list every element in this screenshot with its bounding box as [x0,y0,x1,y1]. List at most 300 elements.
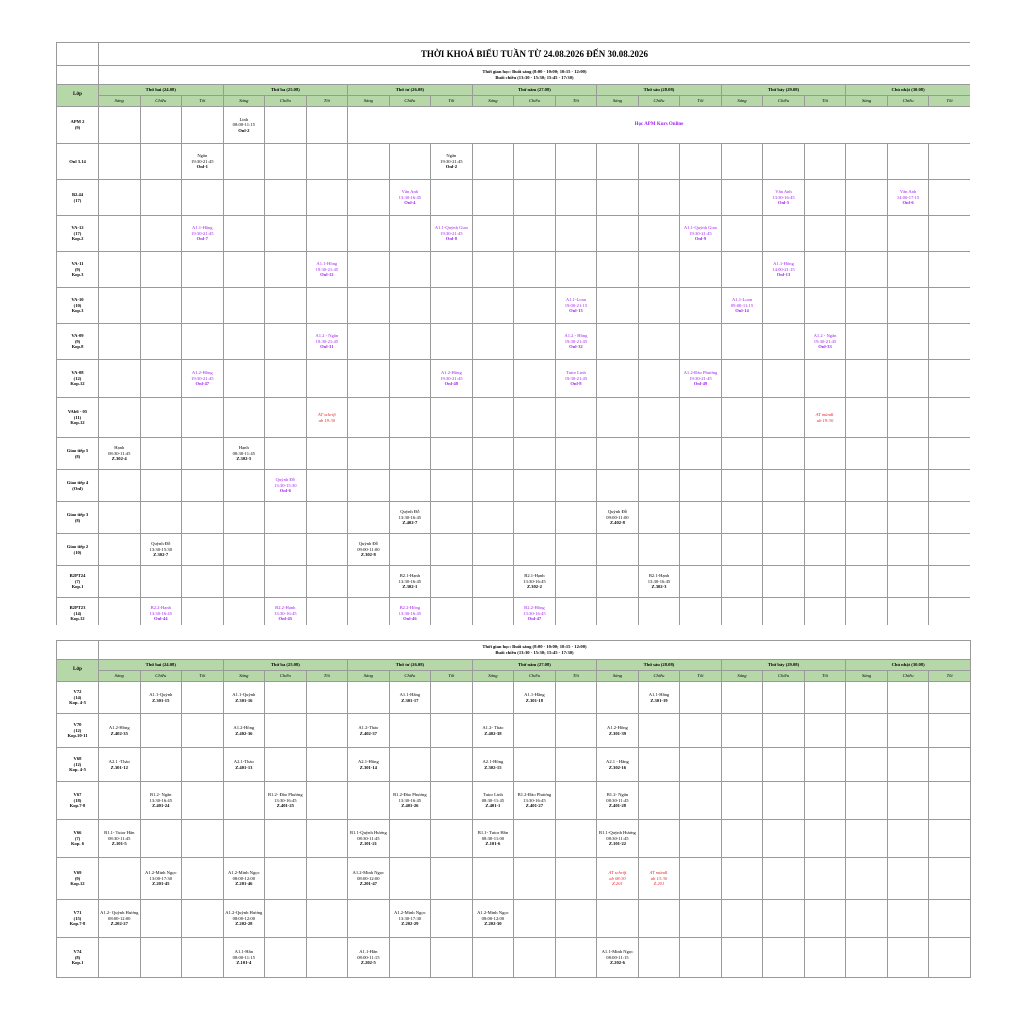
schedule-cell [680,858,722,900]
schedule-cell [472,216,514,252]
lesson-line: A1.2 - Hồng [564,333,588,339]
schedule-cell [265,107,307,144]
time-info-row [57,641,971,660]
lesson-code: Z.301-18 [525,697,544,703]
schedule-cell [306,566,348,598]
schedule-cell [680,900,722,938]
schedule-cell [721,748,763,782]
session-header: Chiều [389,96,431,107]
lesson-line: B2.2-Hồng [524,605,545,611]
lesson-code: Z.301-12 [110,764,128,770]
schedule-cell [389,216,431,252]
schedule-cell [887,252,929,288]
table-row [57,398,971,438]
schedule-cell [555,682,597,714]
lesson-line: 19:30-21:45 [440,375,463,381]
schedule-cell [680,566,722,598]
class-name-line: Kop.3 [71,272,84,278]
session-header: Chiều [638,671,680,682]
schedule-cell [846,438,888,470]
schedule-cell [223,324,265,360]
lesson-line: 08:00-12:00 [232,875,256,881]
lesson-code: Onl-45 [278,616,293,622]
schedule-cell [929,748,971,782]
lesson-line: A1.1-Quỳnh [232,691,256,697]
lesson-line: A1.2 - Ngân [315,333,339,339]
schedule-cell [265,566,307,598]
lesson-cell [638,682,680,714]
schedule-cell [265,748,307,782]
lesson-code: Z.101-22 [608,841,627,847]
lesson-line: 19:30-21:45 [191,158,214,164]
lesson-cell [597,858,639,900]
class-name-line: VA-10 [71,297,84,303]
lesson-cell [389,598,431,626]
table-row [57,782,971,820]
lesson-line: 08:30-11:45 [606,797,629,803]
lesson-line: A1.2- Quỳnh Hương [100,910,139,916]
schedule-cell [597,324,639,360]
class-name-cell [57,938,99,978]
session-header: Tối [306,671,348,682]
class-name-line: Kop.1 [71,584,84,590]
lesson-line: Vân Anh [401,189,419,195]
lesson-code: Z.302-4 [111,456,127,462]
class-name-line: B2PT24 [69,573,86,579]
schedule-cell [680,682,722,714]
schedule-cell [348,288,390,324]
lesson-line: 13:30-16:45 [523,610,546,616]
lesson-line: A1.2-Minh Ngọc [144,870,177,876]
lesson-cell [597,820,639,858]
time-info [99,641,971,660]
lesson-line: 13:30-16:45 [398,514,422,520]
lesson-line: 08:00-12:00 [232,915,256,921]
schedule-cell [638,144,680,180]
schedule-cell [514,900,556,938]
lesson-line: 09:00-11:15 [730,302,754,308]
schedule-cell [306,748,348,782]
schedule-cell [514,858,556,900]
schedule-cell [638,748,680,782]
lesson-line: ab 19:30 [318,417,336,423]
lesson-cell [472,820,514,858]
schedule-cell [99,782,141,820]
lesson-line: A1.1-Loan [731,297,752,303]
class-name-line: VA-09 [71,333,84,339]
lesson-line: A1.2-Thảo [358,724,379,730]
lesson-line: 08:00-11:15 [232,122,255,128]
class-name-cell [57,398,99,438]
schedule-cell [804,858,846,900]
schedule-cell [140,398,182,438]
schedule-cell [223,470,265,502]
class-name-line: (12) [73,727,82,733]
schedule-cell [306,470,348,502]
class-name-cell [57,598,99,626]
class-name-line: V69 [73,870,82,876]
schedule-cell [887,502,929,534]
lesson-code: Z.402-38 [484,730,502,736]
table-row [57,107,971,144]
lesson-code: Onl-8 [570,381,582,387]
schedule-cell [638,252,680,288]
schedule-cell [348,398,390,438]
lesson-line: B1.1-Quỳnh Hương [349,830,387,836]
lesson-line: Quỳnh Đỗ [151,541,171,547]
lesson-cell [182,144,224,180]
schedule-cell [223,288,265,324]
schedule-cell [763,900,805,938]
table-row [57,820,971,858]
lesson-line: Z.201 [612,881,623,887]
lesson-line: A1.2- Thảo [482,724,504,730]
session-header-row [57,671,971,682]
schedule-cell [140,938,182,978]
table-row [57,324,971,360]
lesson-line: 13:30-16:45 [398,578,422,584]
schedule-cell [348,470,390,502]
class-name-line: Kop.8 [71,344,84,350]
lesson-cell [389,782,431,820]
lesson-code: Onl-49 [693,381,708,387]
schedule-cell [182,107,224,144]
lesson-line: A2.1 -Thảo [108,758,130,764]
class-name-line: V71 [73,910,82,916]
schedule-cell [348,682,390,714]
schedule-cell [721,782,763,820]
lesson-cell [306,252,348,288]
lesson-cell [99,900,141,938]
schedule-cell [472,438,514,470]
lesson-cell [306,324,348,360]
schedule-cell [887,820,929,858]
lesson-line: 08:30-11:45 [481,797,505,803]
lesson-code: Z.402-7 [402,520,418,526]
schedule-cell [182,438,224,470]
lesson-line: A2.1-Hồng [482,758,504,764]
schedule-cell [597,288,639,324]
schedule-cell [597,360,639,398]
schedule-cell [804,534,846,566]
session-header: Tối [555,96,597,107]
schedule-cell [265,900,307,938]
class-name-line: (9) [74,875,81,881]
schedule-cell [306,938,348,978]
class-name-line: (9) [74,125,81,130]
table-row [57,858,971,900]
schedule-cell [680,438,722,470]
schedule-cell [223,566,265,598]
lesson-line: Tutor Linh [565,370,586,376]
schedule-cell [680,324,722,360]
lesson-cell [99,714,141,748]
lesson-line: A1.1-Hằng [524,691,545,697]
lesson-code: Z.302-7 [153,552,169,558]
schedule-cell [265,216,307,252]
class-name-cell [57,470,99,502]
lesson-cell [431,216,473,252]
schedule-cell [763,566,805,598]
schedule-cell [389,938,431,978]
lesson-cell [265,598,307,626]
class-name-line: (18) [73,797,82,803]
lesson-line: Quỳnh Đỗ [607,509,628,515]
class-name-cell [57,714,99,748]
schedule-cell [389,858,431,900]
day-header: Thứ ba (25.08) [223,85,348,96]
lesson-code: Onl-9 [694,236,707,242]
day-header: Thứ năm (27.08) [472,660,597,671]
lesson-cell [140,682,182,714]
schedule-cell [265,820,307,858]
schedule-cell [638,502,680,534]
schedule-cell [846,714,888,748]
lesson-line: 19:30-21:45 [191,230,214,236]
schedule-cell [306,858,348,900]
schedule-cell [804,820,846,858]
lesson-line: A1.2-Hồng [233,724,255,730]
schedule-cell [887,938,929,978]
lesson-cell [804,324,846,360]
schedule-cell [265,398,307,438]
lesson-cell [389,502,431,534]
lesson-line: 13:30-16:45 [523,578,546,584]
class-name-cell [57,858,99,900]
schedule-cell [638,534,680,566]
schedule-cell [348,324,390,360]
class-name-line: (12) [73,375,82,381]
schedule-cell [182,598,224,626]
lesson-line: 19:30-21:45 [813,338,837,344]
schedule-cell [555,820,597,858]
lesson-code: Onl-13 [776,272,791,278]
schedule-cell [472,360,514,398]
lesson-line: A2.1-Hồng [357,758,379,764]
schedule-cell [472,598,514,626]
table-row [57,598,971,626]
lesson-line: 14:00-17:15 [896,194,920,200]
schedule-cell [514,398,556,438]
schedule-cell [846,252,888,288]
schedule-cell [99,288,141,324]
schedule-cell [306,900,348,938]
lesson-cell [804,398,846,438]
session-header: Chiều [514,671,556,682]
schedule-cell [472,252,514,288]
table-row [57,714,971,748]
lesson-line: B2.2-Hạnh [275,605,296,611]
lesson-line: B1.2-Đào Phương [517,792,552,798]
lesson-line: A1.2-Minh Ngọc [394,910,426,916]
class-name-line: Giao tiếp 3 [66,511,89,517]
schedule-cell [265,502,307,534]
session-header: Tối [555,671,597,682]
table-row [57,144,971,180]
table-row [57,748,971,782]
class-name-line: (12) [73,761,82,767]
lesson-cell [597,748,639,782]
lesson-line: Vân Anh [899,189,917,195]
table-row [57,360,971,398]
schedule-cell [929,398,970,438]
lesson-code: Z.302-5 [236,456,252,462]
lesson-line: Z.201 [653,881,665,887]
lesson-cell [514,682,556,714]
schedule-cell [763,144,805,180]
schedule-cell [431,502,473,534]
lesson-code: Onl-5 [777,200,790,206]
lesson-cell [140,534,182,566]
schedule-cell [929,858,971,900]
lesson-line: 19:30-21:45 [689,375,712,381]
schedule-cell [804,682,846,714]
schedule-cell [929,252,970,288]
schedule-cell [721,534,763,566]
schedule-cell [348,144,390,180]
schedule-cell [182,398,224,438]
session-header: Tối [929,671,971,682]
time-info-row [57,66,971,85]
lesson-line: A1.2-Minh Ngọc [477,910,509,916]
lesson-line: A2.1-Thảo [233,758,254,764]
class-name-line: V70 [73,722,82,728]
lesson-code: Onl-33 [818,344,832,350]
lesson-line: Tutor Linh [482,792,503,798]
schedule-cell [887,858,929,900]
session-header: Chiều [638,96,680,107]
schedule-cell [306,782,348,820]
schedule-cell [721,858,763,900]
lesson-line: 13:30-16:45 [274,797,297,803]
session-header: Tối [804,671,846,682]
lesson-cell [265,470,307,502]
schedule-cell [389,748,431,782]
schedule-cell [846,360,888,398]
schedule-cell [763,534,805,566]
schedule-cell [680,288,722,324]
lesson-line: 08:00-12:00 [481,915,505,921]
schedule-cell [514,820,556,858]
schedule-cell [846,682,888,714]
schedule-cell [99,180,141,216]
schedule-cell [929,216,970,252]
lesson-line: AT mündl. [649,870,669,876]
schedule-cell [514,714,556,748]
day-header: Thứ sáu (28.08) [597,660,722,671]
lesson-line: Hạnh [114,445,125,451]
schedule-cell [514,534,556,566]
lesson-line: B1.2- Đào Phương [267,792,303,798]
session-header: Chiều [389,671,431,682]
lesson-cell [887,180,929,216]
schedule-cell [846,288,888,324]
lesson-code: Z.202-6 [609,960,625,966]
class-name-line: Kop. 4-5 [69,700,86,706]
class-name-line: (14) [73,610,82,616]
schedule-cell [223,598,265,626]
class-name-line: APM 2 [70,119,85,125]
class-name-line: Giao tiếp 4 [66,479,89,485]
schedule-cell [555,180,597,216]
lop-header: Lớp [57,85,99,107]
schedule-cell [846,566,888,598]
schedule-cell [265,938,307,978]
schedule-cell [680,598,722,626]
class-name-line: V74 [73,949,82,955]
lesson-cell [389,900,431,938]
lesson-code: Z.201-45 [152,881,170,887]
lesson-cell [99,438,141,470]
session-header: Tối [804,96,846,107]
lesson-cell [223,682,265,714]
schedule-cell [638,820,680,858]
schedule-cell [265,324,307,360]
schedule-cell [638,180,680,216]
day-header-row [57,660,971,671]
schedule-cell [846,324,888,360]
lesson-line: 13:30-16:45 [647,578,671,584]
schedule-cell [804,566,846,598]
schedule-cell [638,598,680,626]
schedule-cell [514,438,556,470]
class-name-line: B2PT23 [69,605,86,611]
schedule-cell [555,438,597,470]
schedule-cell [721,324,763,360]
lesson-code: Z.401-24 [152,803,170,809]
session-header: Tối [929,96,970,107]
lesson-code: Z.402-37 [359,730,377,736]
schedule-cell [99,398,141,438]
lesson-cell [306,398,348,438]
schedule-cell [846,748,888,782]
class-name-line: Kop.1 [71,960,84,966]
schedule-cell [555,938,597,978]
lesson-line: 19:00-21:15 [564,302,588,308]
session-header: Chiều [140,671,182,682]
schedule-cell [431,782,473,820]
schedule-cell [472,470,514,502]
schedule-cell [638,398,680,438]
schedule-cell [846,144,888,180]
class-name-line: (10) [73,302,82,308]
class-name-line: (8) [74,954,81,960]
class-name-line: V68 [73,756,82,762]
lesson-line: 19:30-21:45 [689,230,712,236]
schedule-cell [265,252,307,288]
schedule-cell [597,598,639,626]
schedule-cell [182,782,224,820]
schedule-cell [597,180,639,216]
schedule-cell [804,714,846,748]
lesson-cell [638,566,680,598]
schedule-cell [638,288,680,324]
lesson-line: A2.1 - Hằng [606,758,629,764]
schedule-cell [929,360,970,398]
lesson-line: B1.1-Quỳnh Hương [599,830,636,836]
schedule-cell [763,938,805,978]
class-name-line: Kop. 4-5 [69,767,86,773]
schedule-cell [514,470,556,502]
schedule-cell [306,180,348,216]
schedule-cell [472,938,514,978]
lesson-cell [597,502,639,534]
schedule-cell [99,682,141,714]
session-header: Chiều [265,671,307,682]
lesson-line: B1.2- Ngân [606,792,629,798]
lesson-line: B1.1- Tutor Hân [477,830,509,836]
schedule-cell [99,360,141,398]
